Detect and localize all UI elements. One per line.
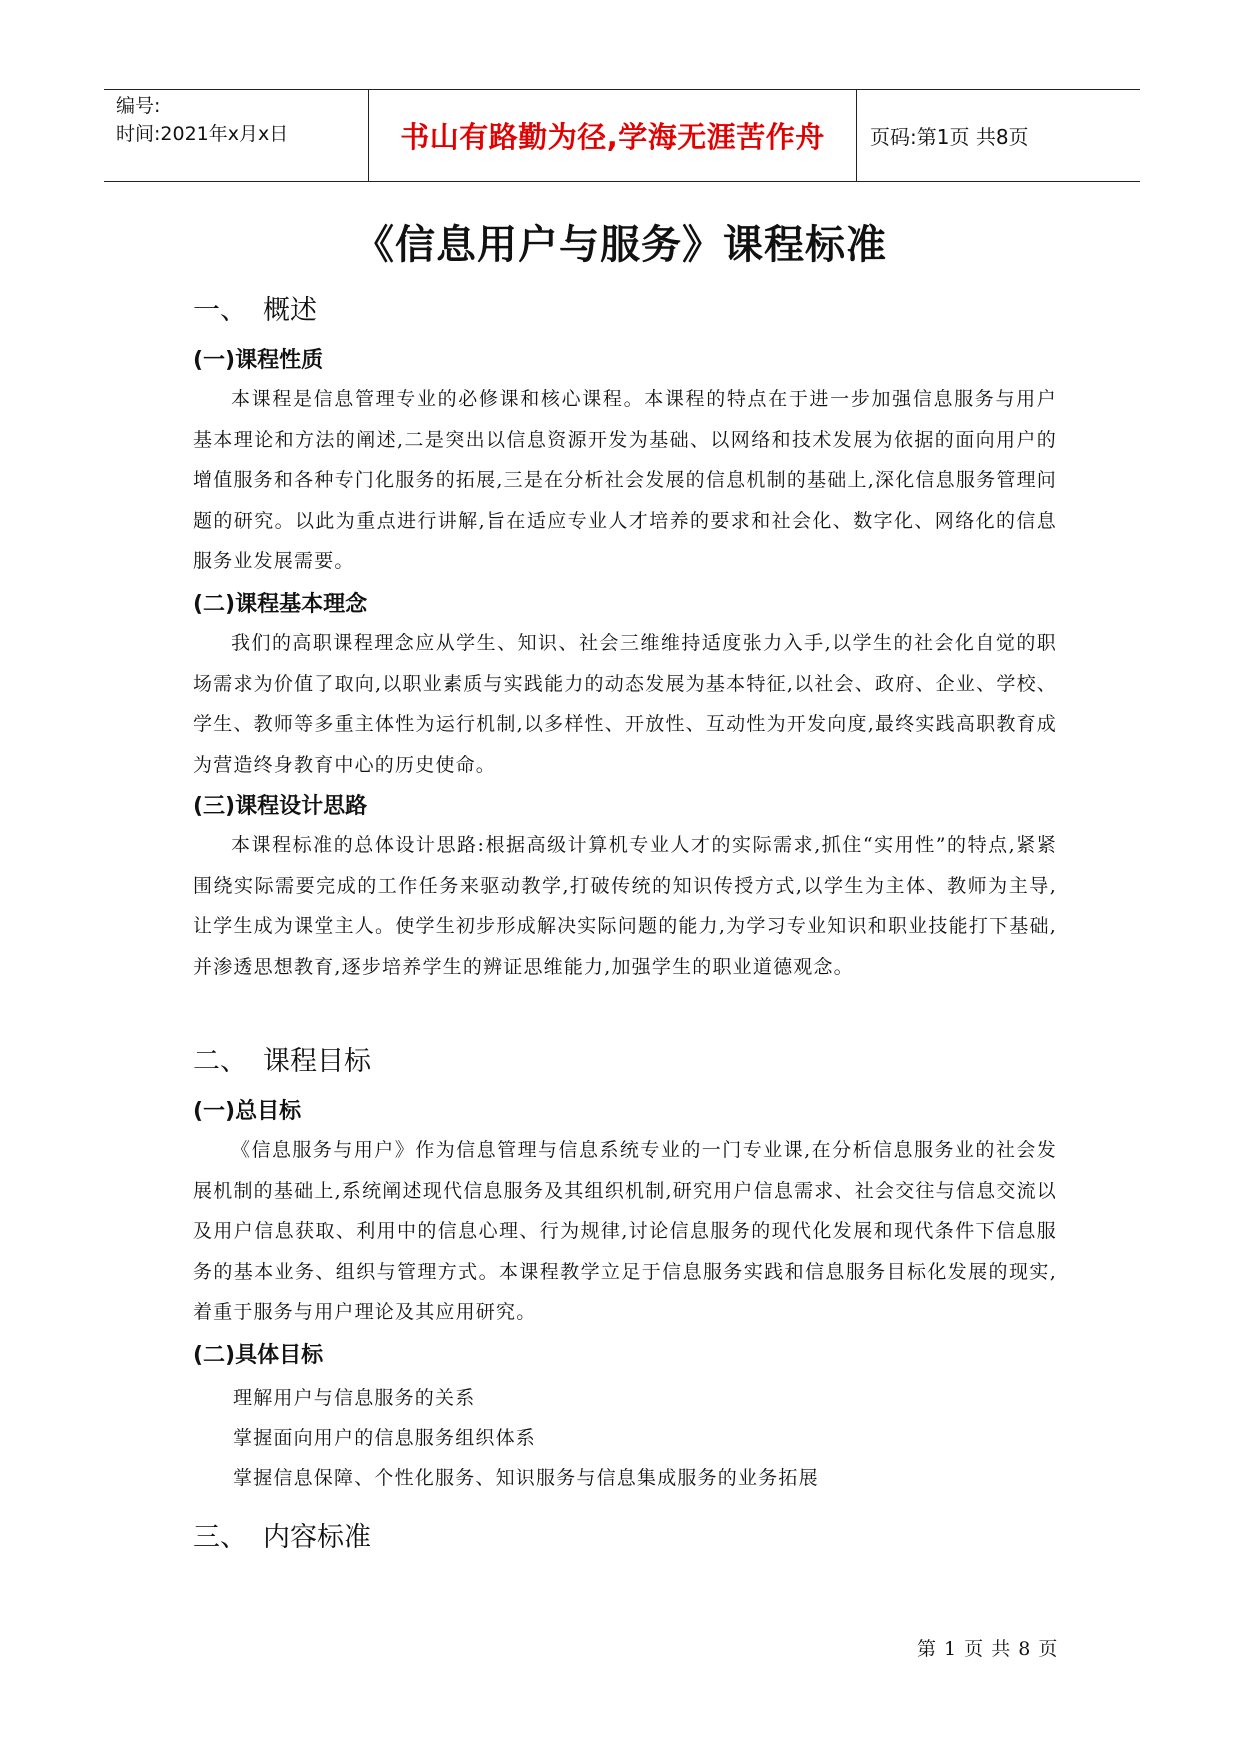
section-heading-2 <box>193 1039 371 1078</box>
subsection-heading: (二)课程基本理念 <box>193 592 368 617</box>
header-page-label: 页码:第1页 共8页 <box>870 125 1029 149</box>
section-number: 二、 <box>193 1046 247 1077</box>
subsection-heading: (三)课程设计思路 <box>193 794 368 819</box>
header-time-label: 时间:2021年x月x日 <box>116 123 289 145</box>
section-number: 一、 <box>193 295 247 326</box>
list-item: 掌握面向用户的信息服务组织体系 <box>233 1427 537 1449</box>
paragraph: 本课程标准的总体设计思路:根据高级计算机专业人才的实际需求,抓住“实用性”的特点,紧紧围绕实际需要完成的工作任务来驱动教学,打破传统的知识传授方式,以学生为主体、教师为主导,让学生成为课堂主人。使学生初步形成解决实际问题的能力,为学习专业知识和职业技能打下基础,并渗透思想教育,逐步培养学生的辨证思维能力,加强学生的职业道德观念。 <box>193 834 1057 978</box>
header-motto: 书山有路勤为径,学海无涯苦作舟 <box>368 90 857 181</box>
paragraph: 本课程是信息管理专业的必修课和核心课程。本课程的特点在于进一步加强信息服务与用户基本理论和方法的阐述,二是突出以信息资源开发为基础、以网络和技术发展为依据的面向用户的增值服务和各种专门化服务的拓展,三是在分析社会发展的信息机制的基础上,深化信息服务管理问题的研究。以此为重点进行讲解,旨在适应专业人才培养的要求和社会化、数字化、网络化的信息服务业发展需要。 <box>193 388 1057 572</box>
page-footer: 第 1 页 共 8 页 <box>917 1638 1059 1660</box>
section-title: 概述 <box>263 295 317 326</box>
paragraph: 《信息服务与用户》作为信息管理与信息系统专业的一门专业课,在分析信息服务业的社会发展机制的基础上,系统阐述现代信息服务及其组织机制,研究用户信息需求、社会交往与信息交流以及用户信息获取、利用中的信息心理、行为规律,讨论信息服务的现代化发展和现代条件下信息服务的基本业务、组织与管理方式。本课程教学立足于信息服务实践和信息服务目标化发展的现实,着重于服务与用户理论及其应用研究。 <box>193 1139 1057 1323</box>
document-title: 《信息用户与服务》课程标准 <box>354 222 887 268</box>
section-heading-1 <box>193 288 317 327</box>
section-title: 课程目标 <box>263 1046 371 1077</box>
list-item: 掌握信息保障、个性化服务、知识服务与信息集成服务的业务拓展 <box>233 1467 819 1489</box>
header-meta-cell <box>104 90 368 181</box>
section-heading-3 <box>193 1515 371 1554</box>
section-number: 三、 <box>193 1522 247 1553</box>
header-number-label: 编号: <box>116 95 161 117</box>
subsection-heading: (一)课程性质 <box>193 348 324 373</box>
subsection-heading: (一)总目标 <box>193 1099 302 1124</box>
paragraph: 我们的高职课程理念应从学生、知识、社会三维维持适度张力入手,以学生的社会化自觉的职场需求为价值了取向,以职业素质与实践能力的动态发展为基本特征,以社会、政府、企业、学校、学生、教师等多重主体性为运行机制,以多样性、开放性、互动性为开发向度,最终实践高职教育成为营造终身教育中心的历史使命。 <box>193 632 1057 776</box>
document-header-table <box>104 89 1140 182</box>
section-title: 内容标准 <box>263 1522 371 1553</box>
list-item: 理解用户与信息服务的关系 <box>233 1387 476 1409</box>
subsection-heading: (二)具体目标 <box>193 1343 324 1368</box>
